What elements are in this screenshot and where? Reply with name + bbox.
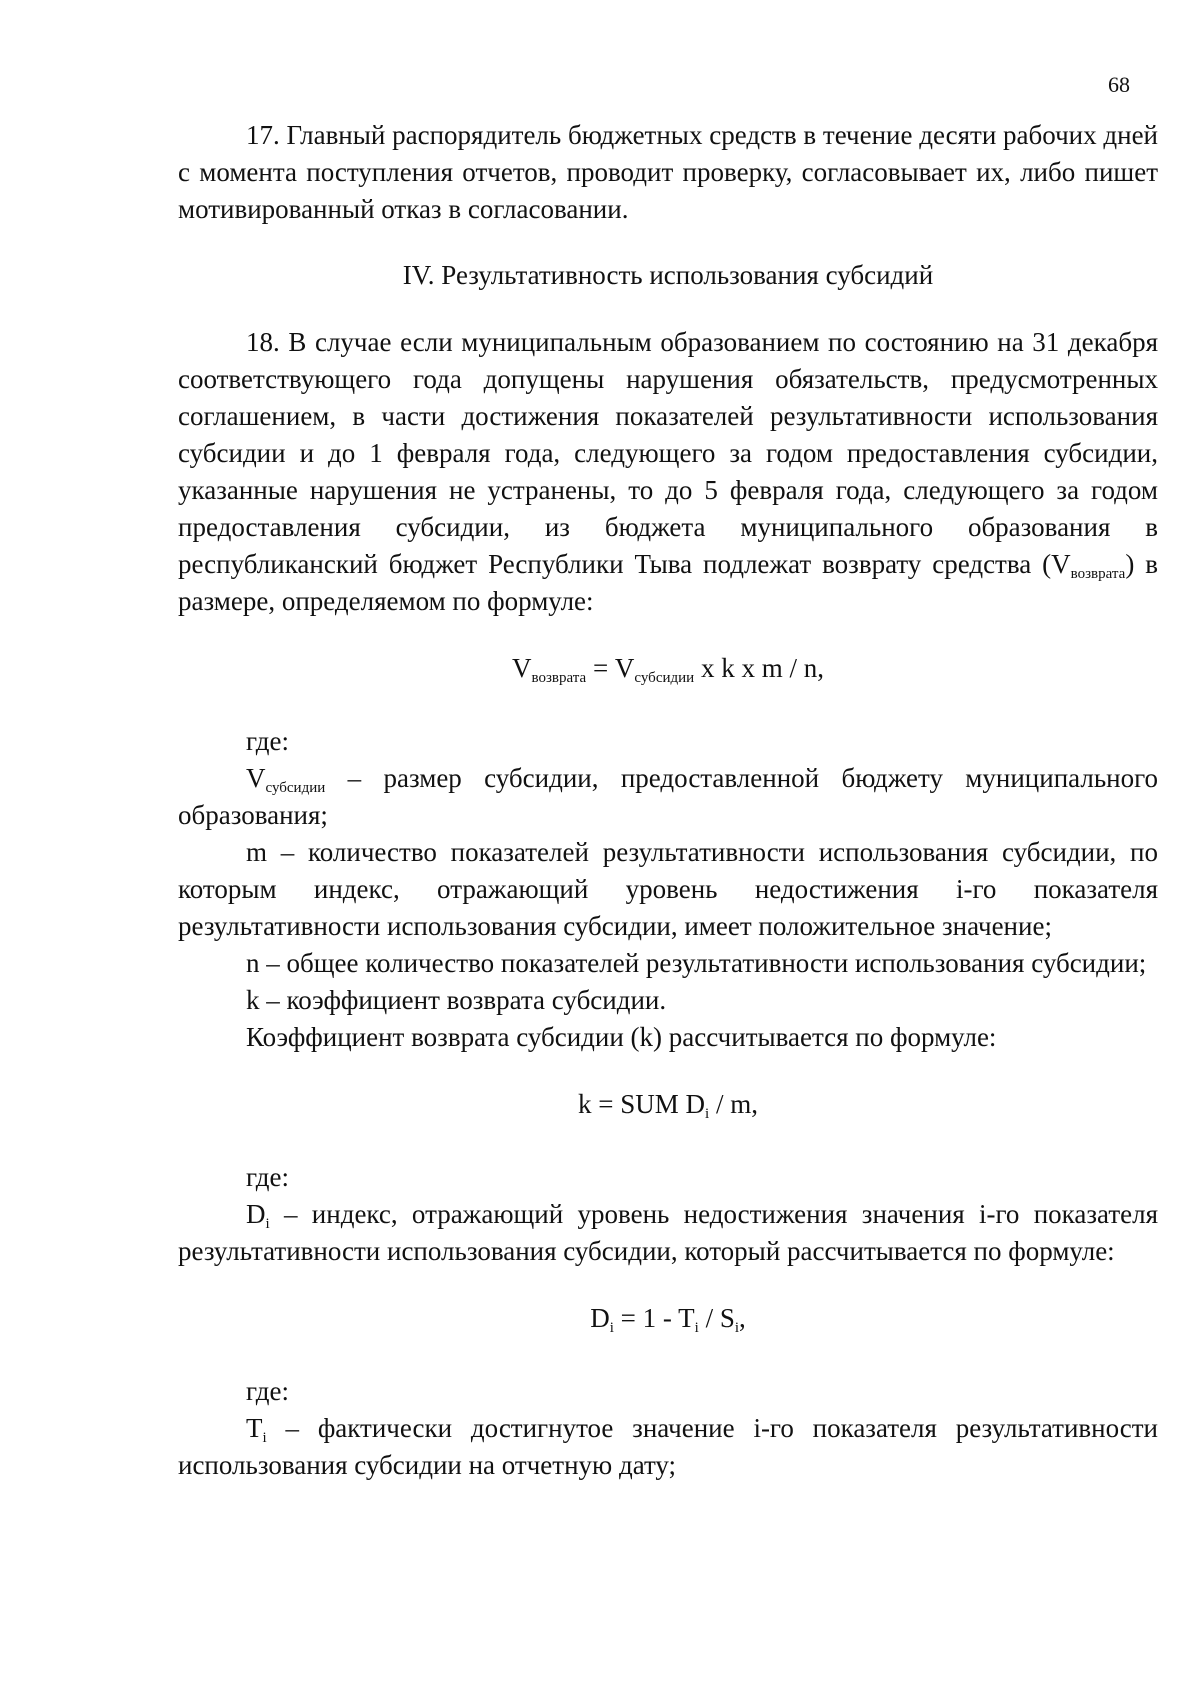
definition-t-text: – фактически достигнутое значение i-го показателя результативности использования субсидии на отчетную дату; (178, 1413, 1158, 1480)
formula-return-v2-sub: субсидии (634, 670, 695, 686)
formula-d-a-sub: i (609, 1320, 614, 1336)
definition-t-sub: i (262, 1430, 267, 1446)
formula-d-d: , (739, 1303, 746, 1333)
where-label-3: где: (246, 1376, 289, 1406)
formula-d-a: D (590, 1303, 610, 1333)
definition-t-var: T (246, 1413, 263, 1443)
formula-d-c: / S (698, 1303, 735, 1333)
where-label-1: где: (246, 726, 289, 756)
paragraph-18-end: ) в размере, определяемом по формуле: (178, 549, 1158, 616)
formula-return-eq: = (586, 653, 615, 683)
definition-v-sub: субсидии (265, 780, 326, 796)
paragraph-18-var: V (1051, 549, 1071, 579)
definition-n: n – общее количество показателей результативности использования субсидии; (246, 948, 1147, 978)
definition-d-sub: i (265, 1216, 270, 1232)
formula-return-v2: V (614, 653, 635, 683)
formula-k-b: / m, (709, 1089, 758, 1119)
formula-return (178, 650, 1158, 687)
formula-return-v1: V (512, 653, 532, 683)
formula-k (178, 1086, 1158, 1123)
section-heading: IV. Результативность использования субсидий (402, 260, 934, 290)
definition-t (178, 1410, 1158, 1484)
definition-d-text: – индекс, отражающий уровень недостижения значения i-го показателя результативности использования субсидии, который рассчитывается по формуле: (178, 1199, 1158, 1266)
formula-d-b-sub: i (694, 1320, 699, 1336)
definition-k: k – коэффициент возврата субсидии. (246, 985, 667, 1015)
document-body (178, 117, 1158, 1484)
where-label-2: где: (246, 1162, 289, 1192)
paragraph-17: 17. Главный распорядитель бюджетных средств в течение десяти рабочих дней с момента поступления отчетов, проводит проверку, согласовывает их, либо пишет мотивированный отказ в согласовании. (178, 120, 1158, 224)
formula-return-rest: x k x m / n, (694, 653, 824, 683)
formula-return-v1-sub: возврата (531, 670, 587, 686)
definition-d (178, 1196, 1158, 1270)
definition-v-text: – размер субсидии, предоставленной бюджету муниципального образования; (178, 763, 1158, 830)
definition-v-var: V (246, 763, 266, 793)
formula-d-c-sub: i (734, 1320, 740, 1336)
formula-d-b: = 1 - T (613, 1303, 695, 1333)
page-number: 68 (1108, 72, 1130, 97)
paragraph-18-text: 18. В случае если муниципальным образованием по состоянию на 31 декабря соответствующего года допущены нарушения обязательств, предусмотренных соглашением, в части достижения показателей результативности использования субсидии и до 1 февраля года, следующего за годом предоставления субсидии, указанные нарушения не устранены, то до 5 февраля года, следующего за годом предоставления субсидии, из бюджета муниципального образования в республиканский бюджет Республики Тыва подлежат возврату средства ( (178, 327, 1158, 579)
definition-m: m – количество показателей результативности использования субсидии, по которым индекс, отражающий уровень недостижения i-го показателя результативности использования субсидии, имеет положительное значение; (178, 837, 1158, 941)
formula-k-a: k = SUM D (578, 1089, 706, 1119)
definition-v-subsidy (178, 760, 1158, 834)
paragraph-18 (178, 324, 1158, 620)
formula-d (178, 1300, 1158, 1337)
definition-d-var: D (246, 1199, 266, 1229)
paragraph-18-var-sub: возврата (1070, 566, 1126, 582)
formula-k-sub: i (705, 1106, 710, 1122)
coefficient-text: Коэффициент возврата субсидии (k) рассчитывается по формуле: (246, 1022, 997, 1052)
